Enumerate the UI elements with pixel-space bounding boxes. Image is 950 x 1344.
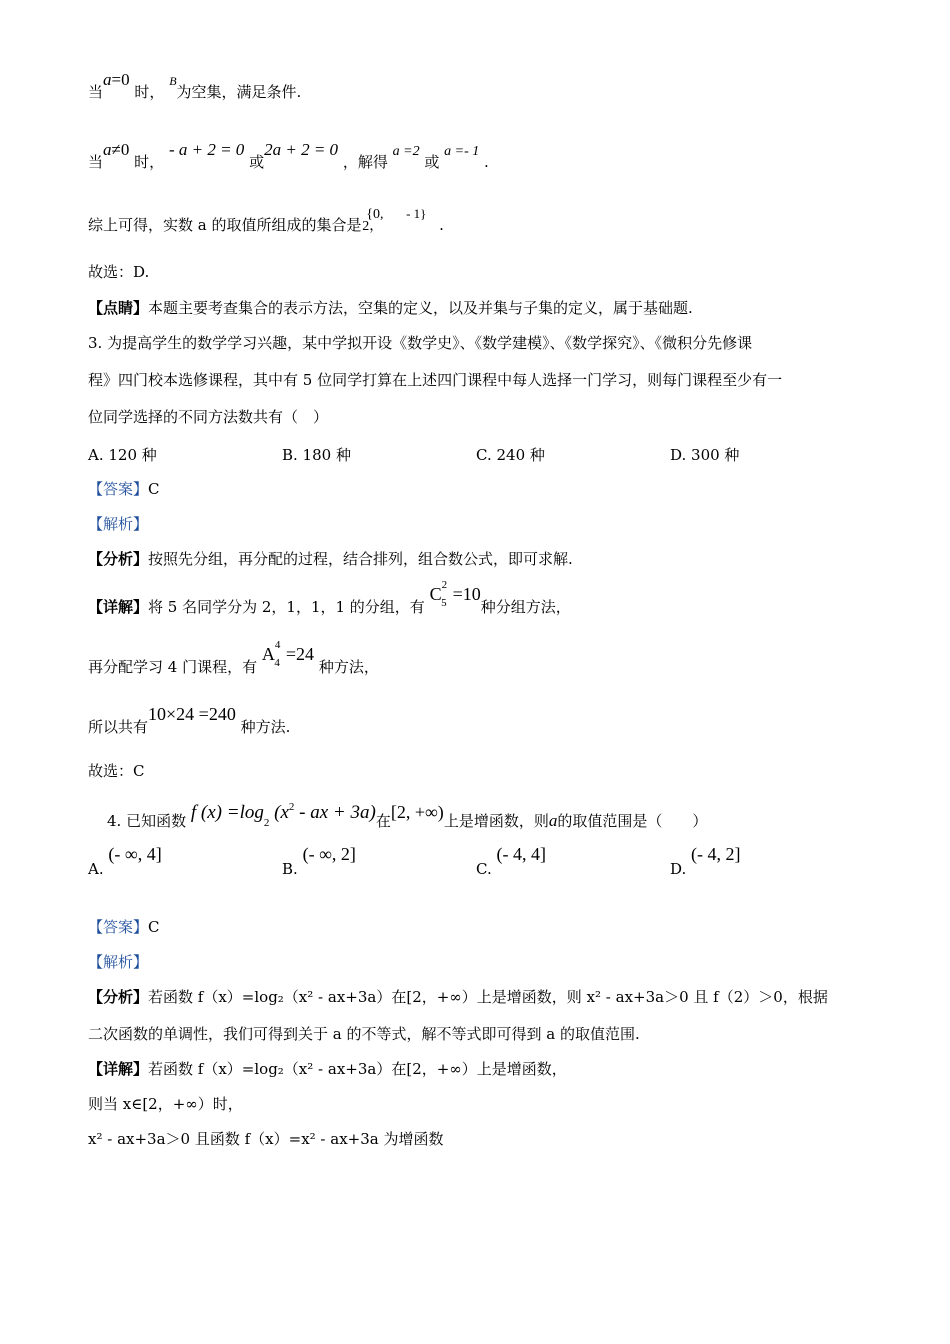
text: 若函数 f（x）=log₂（x² - ax+3a）在[2，+∞）上是增函数，则 x² - ax+3a＞0 且 f（2）＞0，根据 bbox=[148, 988, 828, 1006]
q4-option-d bbox=[670, 844, 741, 879]
q3-detail-1 bbox=[88, 579, 571, 618]
q4-detail-3: x² - ax+3a＞0 且函数 f（x）=x² - ax+3a 为增函数 bbox=[88, 1130, 444, 1148]
option-label: A. bbox=[88, 860, 104, 878]
option-value: (- 4, 2] bbox=[691, 844, 741, 864]
q4-option-a bbox=[88, 844, 162, 879]
text-line-1 bbox=[88, 70, 302, 102]
text: 在 bbox=[375, 812, 391, 830]
math-solution-1: a =2 bbox=[392, 144, 420, 159]
detail-tag: 【详解】 bbox=[88, 1060, 149, 1078]
text: 种分组方法， bbox=[480, 598, 571, 616]
text: 将 5 名同学分为 2，1，1，1 的分组，有 bbox=[148, 598, 425, 616]
text: 本题主要考查集合的表示方法，空集的定义，以及并集与子集的定义，属于基础题. bbox=[148, 299, 693, 317]
q3-detail-2 bbox=[88, 639, 379, 678]
text: 的取值范围是（ ） bbox=[557, 812, 708, 830]
text: 所以共有 bbox=[88, 718, 149, 736]
math-comb: C bbox=[429, 584, 442, 604]
math-arr: A bbox=[261, 644, 275, 664]
text: 4. 已知函数 bbox=[107, 812, 187, 830]
answer-tag: 【答案】 bbox=[88, 918, 149, 936]
math-eq: =10 bbox=[452, 584, 481, 604]
text: 时， bbox=[134, 83, 165, 101]
math-sub: 2 bbox=[263, 817, 270, 829]
math-eq: =0 bbox=[111, 70, 130, 89]
q3-option-c: C. 240 种 bbox=[476, 446, 545, 464]
math-set-b: B bbox=[169, 74, 177, 88]
math-solution-2: a =- 1 bbox=[444, 144, 480, 159]
text: 综上可得，实数 a 的取值所组成的集合是 bbox=[88, 216, 362, 234]
option-value: (- ∞, 2] bbox=[302, 844, 356, 864]
text-line-4: 故选：D. bbox=[88, 263, 150, 281]
option-label: B. bbox=[282, 860, 298, 878]
math-var-a: a bbox=[548, 811, 558, 830]
math-equation-2: 2a + 2 = 0 bbox=[264, 140, 339, 159]
math-function: (x bbox=[274, 802, 289, 823]
q3-option-a: A. 120 种 bbox=[88, 446, 157, 464]
fenxi-tag: 【分析】 bbox=[88, 988, 149, 1006]
q3-line-2: 程》四门校本选修课程，其中有 5 位同学打算在上述四门课程中每人选择一门学习，则每门课程至少有一 bbox=[88, 371, 783, 389]
answer-value: C bbox=[148, 480, 160, 498]
text: 当 bbox=[88, 153, 104, 171]
text: 或 bbox=[424, 153, 440, 171]
math-sup: 2 bbox=[288, 801, 295, 813]
q3-option-d: D. 300 种 bbox=[670, 446, 740, 464]
text-line-5 bbox=[88, 299, 693, 317]
q4-analysis-tag: 【解析】 bbox=[88, 953, 149, 971]
text: 按照先分组，再分配的过程，结合排列，组合数公式，即可求解. bbox=[148, 550, 573, 568]
text: 种方法， bbox=[318, 658, 379, 676]
math-sub: 5 bbox=[441, 597, 447, 609]
text: 若函数 f（x）=log₂（x² - ax+3a）在[2，+∞）上是增函数， bbox=[148, 1060, 567, 1078]
dianjing-tag: 【点睛】 bbox=[88, 299, 149, 317]
text-line-3 bbox=[88, 206, 444, 236]
q4-stem bbox=[107, 801, 708, 833]
text: . bbox=[439, 216, 444, 234]
option-label: D. bbox=[670, 860, 687, 878]
option-value: (- 4, 4] bbox=[496, 844, 546, 864]
math-var-a: a bbox=[103, 140, 112, 159]
text: 时， bbox=[134, 153, 165, 171]
fenxi-tag: 【分析】 bbox=[88, 550, 149, 568]
q3-answer bbox=[88, 480, 160, 498]
text: 为空集，满足条件. bbox=[176, 83, 302, 101]
text: 种方法. bbox=[240, 718, 291, 736]
math-product: 10×24 =240 bbox=[148, 704, 236, 724]
math-neq: ≠0 bbox=[111, 140, 130, 159]
detail-tag: 【详解】 bbox=[88, 598, 149, 616]
text: 当 bbox=[88, 83, 104, 101]
math-interval: [2, +∞) bbox=[390, 802, 444, 822]
text: ，解得 bbox=[342, 153, 388, 171]
math-sub: 4 bbox=[274, 657, 280, 669]
q4-detail-2: 则当 x∈[2，+∞）时， bbox=[88, 1095, 243, 1113]
math-set: 2， bbox=[362, 219, 384, 234]
q3-option-b: B. 180 种 bbox=[282, 446, 351, 464]
text: 上是增函数，则 bbox=[443, 812, 549, 830]
option-label: C. bbox=[476, 860, 492, 878]
q3-detail-3 bbox=[88, 704, 291, 738]
q4-option-c bbox=[476, 844, 546, 879]
text-line-2 bbox=[88, 140, 489, 173]
q3-analysis-tag: 【解析】 bbox=[88, 515, 149, 533]
math-set: - 1} bbox=[406, 206, 427, 221]
q3-line-1: 3. 为提高学生的数学学习兴趣，某中学拟开设《数学史》、《数学建模》、《数学探究》、《微积分先修课 bbox=[88, 334, 753, 352]
q3-conclusion: 故选：C bbox=[88, 762, 145, 780]
q4-fenxi-2: 二次函数的单调性，我们可得到关于 a 的不等式，解不等式即可得到 a 的取值范围. bbox=[88, 1025, 640, 1043]
math-equation-1: - a + 2 = 0 bbox=[168, 140, 245, 159]
text: 或 bbox=[249, 153, 265, 171]
q3-fenxi bbox=[88, 550, 573, 568]
answer-tag: 【答案】 bbox=[88, 480, 149, 498]
text: . bbox=[484, 153, 489, 171]
answer-value: C bbox=[148, 918, 160, 936]
q4-option-b bbox=[282, 844, 356, 879]
math-sup: 2 bbox=[441, 579, 448, 591]
math-function: - ax + 3a) bbox=[294, 802, 376, 823]
math-eq: =24 bbox=[285, 644, 315, 664]
math-var-a: a bbox=[103, 70, 112, 89]
option-value: (- ∞, 4] bbox=[108, 844, 162, 864]
q4-detail-1 bbox=[88, 1060, 567, 1078]
q4-answer bbox=[88, 918, 160, 936]
math-function: f (x) =log bbox=[190, 802, 264, 823]
q4-fenxi-1 bbox=[88, 988, 828, 1006]
text: 再分配学习 4 门课程，有 bbox=[88, 658, 258, 676]
math-sup: 4 bbox=[274, 639, 281, 651]
math-set: {0, bbox=[366, 207, 384, 222]
q3-line-3: 位同学选择的不同方法数共有（ ） bbox=[88, 408, 329, 426]
